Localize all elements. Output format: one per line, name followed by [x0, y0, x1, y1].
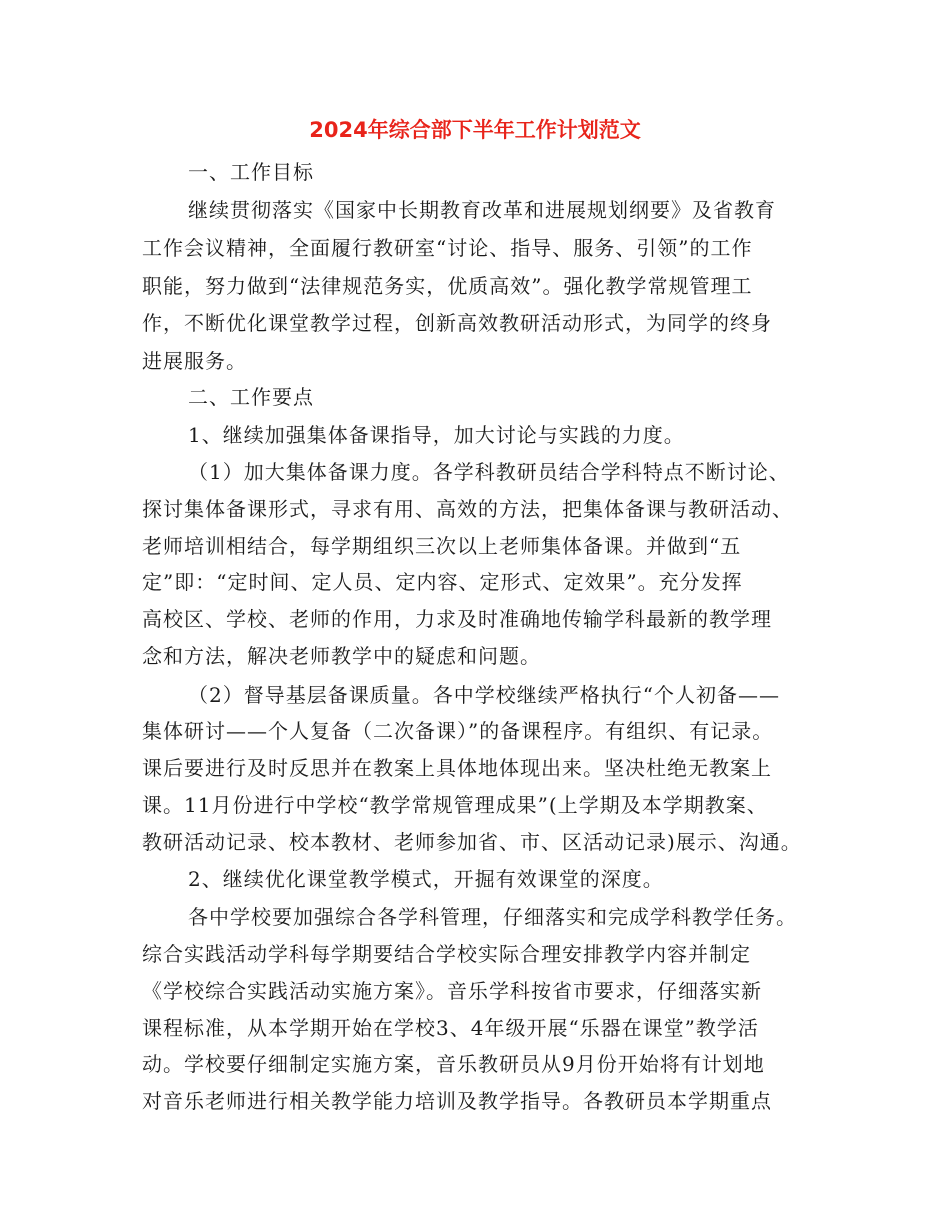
paragraph-line: （2）督导基层备课质量。各中学校继续严格执行“个人初备—— [188, 683, 780, 707]
paragraph-line: 高校区、学校、老师的作用，力求及时准确地传输学科最新的教学理 [142, 607, 772, 631]
paragraph-line: 《学校综合实践活动实施方案》。音乐学科按省市要求，仔细落实新 [142, 979, 762, 1003]
subsection-heading: 1、继续加强集体备课指导，加大讨论与实践的力度。 [188, 423, 685, 447]
paragraph-line: 探讨集体备课形式，寻求有用、高效的方法，把集体备课与教研活动、 [142, 497, 793, 521]
paragraph-line: 老师培训相结合，每学期组织三次以上老师集体备课。并做到“五 [142, 534, 742, 558]
paragraph-line: 综合实践活动学科每学期要结合学校实际合理安排教学内容并制定 [142, 942, 751, 966]
paragraph-line: 念和方法，解决老师教学中的疑虑和问题。 [142, 644, 541, 668]
paragraph-line: 集体研讨——个人复备（二次备课）”的备课程序。有组织、有记录。 [142, 719, 774, 743]
paragraph-line: 作，不断优化课堂教学过程，创新高效教研活动形式，为同学的终身 [142, 311, 772, 335]
paragraph-line: 课。11月份进行中学校“教学常规管理成果”(上学期及本学期教案、 [142, 793, 768, 817]
section-heading: 二、工作要点 [188, 385, 314, 409]
paragraph-line: 对音乐老师进行相关教学能力培训及教学指导。各教研员本学期重点 [142, 1089, 772, 1113]
subsection-heading: 2、继续优化课堂教学模式，开掘有效课堂的深度。 [188, 867, 664, 891]
paragraph-line: 继续贯彻落实《国家中长期教育改革和进展规划纲要》及省教育 [188, 198, 776, 222]
paragraph-line: 定”即：“定时间、定人员、定内容、定形式、定效果”。充分发挥 [142, 570, 743, 594]
paragraph-line: 进展服务。 [142, 349, 247, 373]
paragraph-line: （1）加大集体备课力度。各学科教研员结合学科特点不断讨论、 [188, 460, 790, 484]
paragraph-line: 动。学校要仔细制定实施方案，音乐教研员从9月份开始将有计划地 [142, 1052, 765, 1076]
paragraph-line: 工作会议精神，全面履行教研室“讨论、指导、服务、引领”的工作 [142, 236, 753, 260]
section-heading: 一、工作目标 [188, 160, 314, 184]
page-title: 2024年综合部下半年工作计划范文 [309, 118, 641, 142]
paragraph-line: 课后要进行及时反思并在教案上具体地体现出来。坚决杜绝无教案上 [142, 756, 772, 780]
paragraph-line: 职能，努力做到“法律规范务实，优质高效”。强化教学常规管理工 [142, 274, 753, 298]
paragraph-line: 课程标准，从本学期开始在学校3、4年级开展“乐器在课堂”教学活 [142, 1016, 759, 1040]
paragraph-line: 各中学校要加强综合各学科管理，仔细落实和完成学科教学任务。 [188, 905, 797, 929]
paragraph-line: 教研活动记录、校本教材、老师参加省、市、区活动记录)展示、沟通。 [142, 830, 802, 854]
